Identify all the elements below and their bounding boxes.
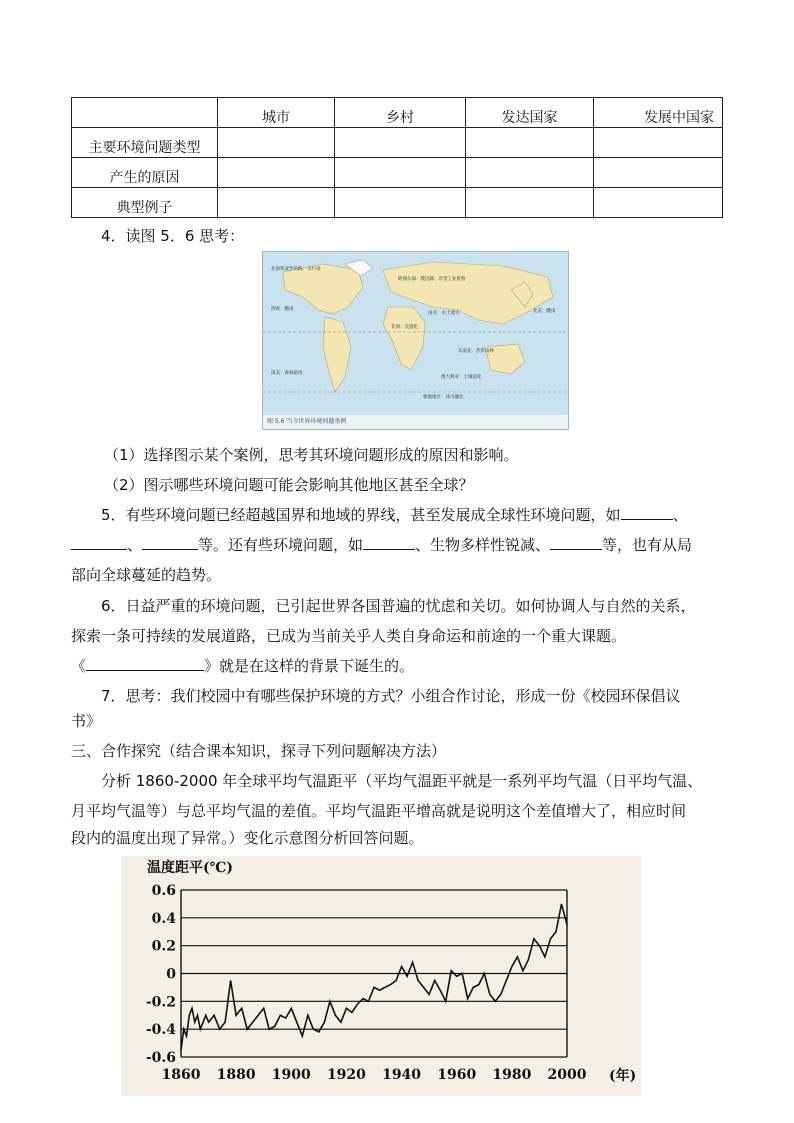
question-5-text: 5．有些环境问题已经超越国界和地域的界线，甚至发展成全球性环境问题，如 — [101, 506, 621, 524]
map-label: 南亚：水土流失 — [428, 311, 460, 316]
table-cell[interactable] — [218, 158, 335, 188]
table-header-cell: 发达国家 — [466, 98, 594, 128]
map-label: 南美：森林砍伐 — [271, 371, 303, 376]
table-cell[interactable] — [335, 128, 466, 158]
table-cell[interactable] — [335, 158, 466, 188]
x-tick-label: 1900 — [271, 1067, 311, 1083]
question-5-text: 等。还有些环境问题，如 — [198, 536, 364, 554]
table-cell[interactable] — [466, 158, 594, 188]
table-row — [72, 188, 723, 218]
question-6-text: 《 — [71, 657, 87, 675]
x-tick-label: 1940 — [382, 1067, 422, 1083]
y-tick-label: 0 — [166, 966, 176, 983]
map-label: 欧洲东部：酸沉降、有害工业废物 — [398, 277, 466, 282]
question-7-line2: 书》 — [71, 712, 102, 730]
table-header-cell: 发展中国家 — [594, 98, 723, 128]
question-5-text: 、 — [672, 506, 688, 524]
x-axis-label: (年) — [609, 1068, 637, 1084]
section-3-paragraph: 分析 1860-2000 年全球平均气温距平（平均气温距平就是一系列平均气温（日平均气温、 — [101, 772, 703, 790]
answer-blank[interactable] — [550, 533, 602, 550]
question-5-text: 、生物多样性锐减、 — [415, 536, 551, 554]
table-cell[interactable] — [218, 128, 335, 158]
world-map-graphic — [263, 252, 568, 415]
section-3-paragraph: 月平均气温等）与总平均气温的差值。平均气温距平增高就是说明这个差值增大了，相应时间 — [71, 802, 687, 820]
table-cell[interactable] — [594, 158, 723, 188]
answer-blank[interactable] — [363, 533, 415, 550]
map-label: 西欧：酸雨 — [271, 307, 294, 312]
answer-blank[interactable] — [621, 503, 673, 520]
table-row-label: 主要环境问题类型 — [72, 128, 218, 158]
answer-blank[interactable] — [142, 533, 198, 550]
table-header-row — [72, 98, 723, 128]
table-cell[interactable] — [335, 188, 466, 218]
y-axis-label: 温度距平(℃) — [147, 860, 234, 876]
question-6-line1: 6．日益严重的环境问题，已引起世界各国普遍的忧虑和关切。如何协调人与自然的关系， — [101, 597, 696, 615]
map-caption: 图 5.6 当今世界环境问题举例 — [263, 415, 569, 429]
x-tick-label: 1920 — [326, 1067, 366, 1083]
table-row — [72, 158, 723, 188]
chart-svg — [121, 856, 641, 1096]
map-label: 非洲：荒漠化 — [391, 325, 418, 330]
temperature-anomaly-chart — [121, 856, 641, 1096]
question-5-text: 等，也有从局 — [602, 536, 693, 554]
x-tick-label: 1880 — [216, 1067, 256, 1083]
table-row-label: 典型例子 — [72, 188, 218, 218]
table-cell[interactable] — [594, 128, 723, 158]
question-6-line3 — [71, 651, 731, 682]
temperature-series-line — [181, 904, 567, 1050]
y-tick-label: 0.2 — [151, 938, 176, 955]
table-header-cell: 乡村 — [335, 98, 466, 128]
question-4-sub1: （1）选择图示某个案例，思考其环境问题形成的原因和影响。 — [104, 446, 519, 464]
map-label: 极地地区：冰川融化 — [423, 395, 464, 400]
question-5-line2 — [71, 530, 731, 561]
table-cell[interactable] — [594, 188, 723, 218]
y-tick-label: -0.6 — [145, 1050, 176, 1066]
section-3-heading: 三、合作探究（结合课本知识，探寻下列问题解决方法） — [71, 742, 447, 760]
map-label: 澳大利亚：土壤退化 — [441, 375, 482, 380]
map-label: 北美：酸雨 — [533, 309, 556, 314]
table-header-cell: 城市 — [218, 98, 335, 128]
question-6-text: 》就是在这样的背景下诞生的。 — [204, 657, 415, 675]
question-4-sub2: （2）图示哪些环境问题可能会影响其他地区甚至全球？ — [104, 476, 474, 494]
environment-issues-table — [71, 97, 723, 218]
table-cell[interactable] — [218, 188, 335, 218]
question-5-line3: 部向全球蔓延的趋势。 — [71, 566, 222, 584]
y-tick-label: 0.6 — [151, 883, 176, 899]
x-tick-label: 2000 — [547, 1067, 587, 1083]
world-environment-map — [262, 251, 569, 430]
x-tick-label: 1980 — [492, 1067, 532, 1083]
question-5-line1 — [101, 500, 741, 531]
table-row — [72, 128, 723, 158]
table-cell[interactable] — [466, 128, 594, 158]
answer-blank[interactable] — [86, 654, 204, 671]
question-5-text: 、 — [127, 536, 143, 554]
answer-blank[interactable] — [71, 533, 127, 550]
map-label: 北海和波罗的海：水污染 — [271, 267, 321, 272]
map-label: 东南亚：热带雨林 — [458, 349, 494, 354]
y-tick-label: -0.4 — [145, 1022, 176, 1039]
table-row-label: 产生的原因 — [72, 158, 218, 188]
x-tick-label: 1960 — [437, 1067, 477, 1083]
table-cell[interactable] — [466, 188, 594, 218]
question-4-title: 4．读图 5．6 思考： — [101, 227, 245, 245]
y-tick-label: -0.2 — [145, 994, 176, 1011]
question-7-line1: 7．思考：我们校园中有哪些保护环境的方式？小组合作讨论，形成一份《校园环保倡议 — [101, 687, 681, 705]
table-header-cell — [72, 98, 218, 128]
y-tick-label: 0.4 — [151, 910, 176, 927]
question-6-line2: 探索一条可持续的发展道路，已成为当前关乎人类自身命运和前途的一个重大课题。 — [71, 627, 627, 645]
section-3-paragraph: 段内的温度出现了异常。）变化示意图分析回答问题。 — [71, 829, 424, 847]
x-tick-label: 1860 — [161, 1067, 201, 1083]
